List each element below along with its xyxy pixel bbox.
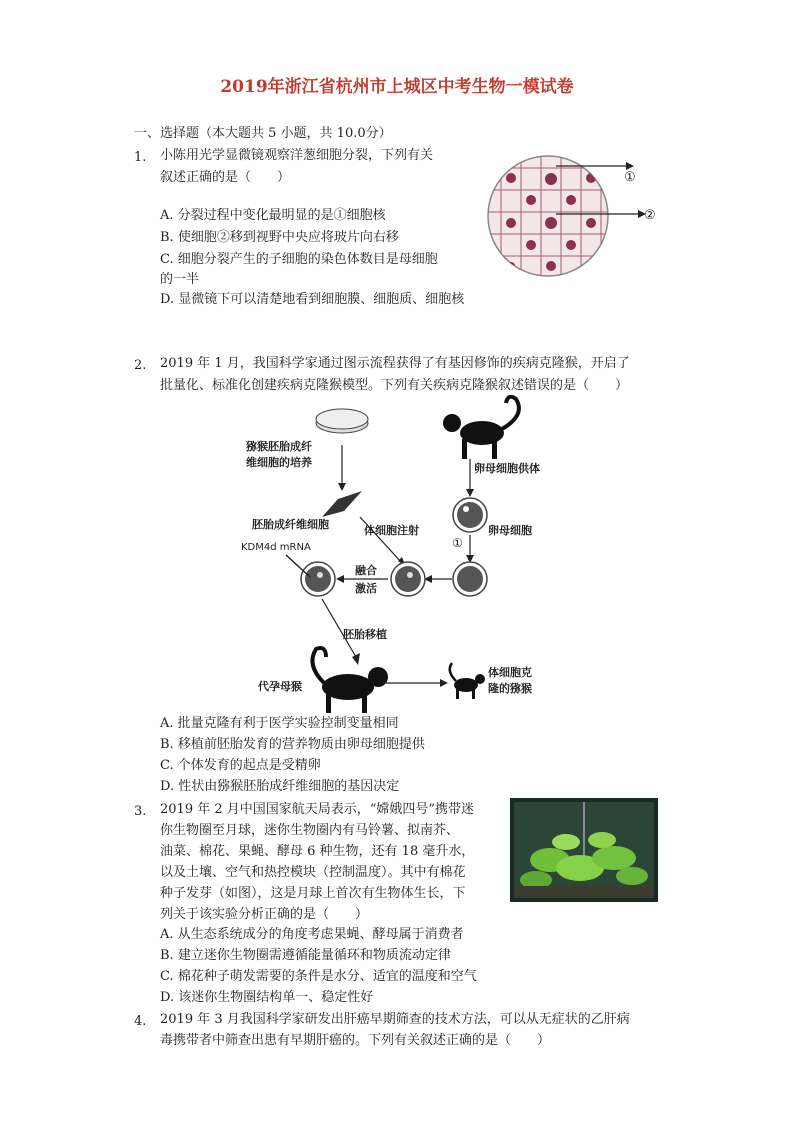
q1-option-d: D. 显微镜下可以清楚地看到细胞膜、细胞质、细胞核: [160, 292, 465, 307]
diagram-egg-donor: 卵母细胞供体: [474, 462, 540, 475]
q1-label-1: ①: [624, 170, 636, 185]
q1-stem-line2: 叙述正确的是（ ）: [160, 170, 291, 185]
diagram-culture-line2: 维细胞的培养: [246, 456, 312, 469]
diagram-clone-line1: 体细胞克: [488, 666, 532, 679]
microscope-view-image: [486, 148, 666, 288]
q1-option-b: B. 使细胞②移到视野中央应将玻片向右移: [160, 230, 399, 245]
q1-label-2: ②: [644, 208, 656, 223]
oocyte-cell-icon: [453, 498, 487, 532]
diagram-clone-line2: 隆的猕猴: [488, 682, 532, 695]
diagram-injection: 体细胞注射: [364, 524, 419, 537]
q2-number: 2.: [134, 358, 147, 373]
surrogate-monkey-icon: [312, 648, 388, 713]
diagram-culture-line1: 猕猴胚胎成纤: [246, 440, 312, 453]
q3-option-c: C. 棉花种子萌发需要的条件是水分、适宜的温度和空气: [160, 969, 477, 984]
q4-stem-line1: 2019 年 3 月我国科学家研发出肝癌早期筛查的技术方法，可以从无症状的乙肝病: [160, 1012, 630, 1027]
q3-number: 3.: [134, 804, 147, 819]
q2-option-d: D. 性状由猕猴胚胎成纤维细胞的基因决定: [160, 779, 400, 794]
q1-number: 1.: [134, 150, 147, 165]
cotton-sprout-photo: [510, 798, 658, 902]
q1-option-c-cont: 的一半: [160, 272, 200, 287]
q2-stem-line2: 批量化、标准化创建疾病克隆猴模型。下列有关疾病克隆猴叙述错误的是（ ）: [160, 378, 629, 393]
activated-embryo-icon: [301, 562, 335, 596]
exam-title: 2019年浙江省杭州市上城区中考生物一模试卷: [220, 77, 574, 97]
q2-stem-line1: 2019 年 1 月，我国科学家通过图示流程获得了有基因修饰的疾病克隆猴，开启了: [160, 356, 630, 371]
q4-number: 4.: [134, 1014, 147, 1029]
q1-option-a: A. 分裂过程中变化最明显的是①细胞核: [160, 208, 386, 223]
diagram-surrogate: 代孕母猴: [258, 680, 302, 693]
q2-option-b: B. 移植前胚胎发育的营养物质由卵母细胞提供: [160, 737, 425, 752]
q3-stem-line6: 列关于该实验分析正确的是（ ）: [160, 907, 369, 922]
diagram-fusion-line2: 激活: [355, 582, 377, 595]
q1-stem-line1: 小陈用光学显微镜观察洋葱细胞分裂，下列有关: [160, 148, 434, 163]
q3-stem-line1: 2019 年 2 月中国国家航天局表示，“嫦娥四号”携带迷: [160, 802, 475, 817]
reconstructed-cell-icon: [391, 562, 425, 596]
diagram-step1: ①: [452, 536, 463, 550]
cloned-monkey-icon: [450, 663, 485, 699]
diagram-fibroblast: 胚胎成纤维细胞: [252, 518, 329, 531]
q1-option-c: C. 细胞分裂产生的子细胞的染色体数目是母细胞: [160, 252, 438, 267]
q3-option-d: D. 该迷你生物圈结构单一、稳定性好: [160, 990, 374, 1005]
egg-donor-monkey-icon: [443, 397, 519, 459]
diagram-mrna: KDM4d mRNA: [241, 542, 311, 553]
diagram-transfer: 胚胎移植: [343, 628, 387, 641]
q3-stem-line4: 以及土壤、空气和热控模块（控制温度）。其中有棉花: [160, 865, 466, 880]
q3-stem-line5: 种子发芽（如图），这是月球上首次有生物体生长，下: [160, 886, 466, 901]
q3-option-a: A. 从生态系统成分的角度考虑果蝇、酵母属于消费者: [160, 927, 464, 942]
q3-option-b: B. 建立迷你生物圈需遵循能量循环和物质流动定律: [160, 948, 451, 963]
enucleated-oocyte-icon: [453, 562, 487, 596]
section-heading: 一、选择题（本大题共 5 小题，共 10.0分）: [134, 126, 392, 141]
diagram-fusion-line1: 融合: [355, 564, 377, 577]
q4-stem-line2: 毒携带者中筛查出患有早期肝癌的。下列有关叙述正确的是（ ）: [160, 1033, 551, 1048]
petri-dish-icon: [316, 409, 368, 433]
q2-option-a: A. 批量克隆有利于医学实验控制变量相同: [160, 716, 399, 731]
q2-option-c: C. 个体发育的起点是受精卵: [160, 758, 321, 773]
fibroblast-cell-icon: [322, 491, 362, 517]
diagram-oocyte: 卵母细胞: [488, 524, 532, 537]
q3-stem-line2: 你生物圈至月球，迷你生物圈内有马铃薯、拟南芥、: [160, 823, 460, 838]
q3-stem-line3: 油菜、棉花、果蝇、酵母 6 种生物，还有 18 毫升水，: [160, 844, 475, 859]
